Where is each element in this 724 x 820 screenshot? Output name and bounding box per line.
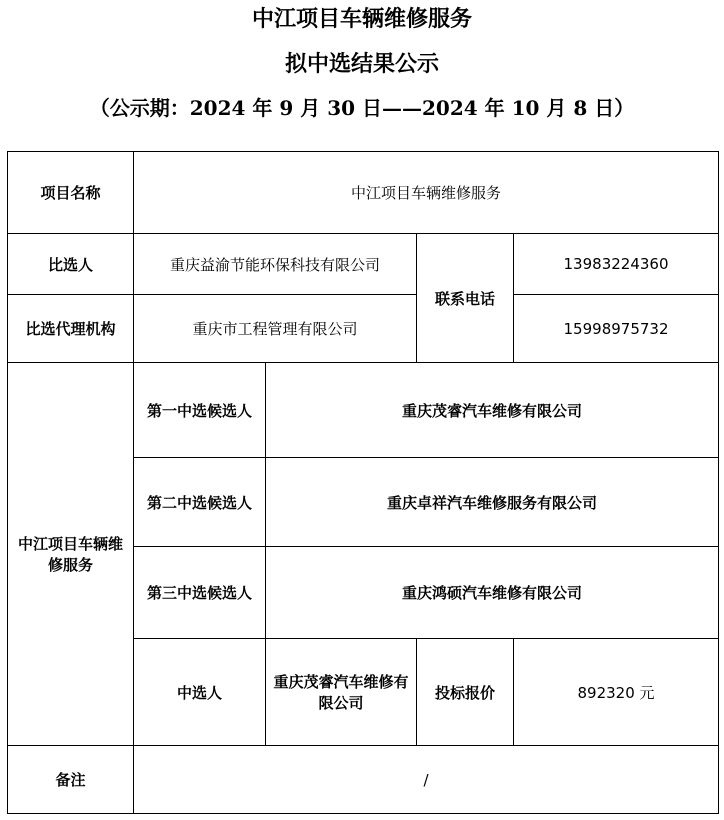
candidate-rank-label: 第一中选候选人 [134,363,266,458]
candidate-name: 重庆卓祥汽车维修服务有限公司 [266,458,719,547]
table-row [8,152,719,234]
candidate-name: 重庆茂睿汽车维修有限公司 [266,363,719,458]
notice-title: 中江项目车辆维修服务 [251,6,472,32]
notice-subtitle: 拟中选结果公示 [284,51,439,77]
candidate-rank-label: 第三中选候选人 [134,547,266,639]
section-label: 中江项目车辆维修服务 [8,363,134,746]
agency-value: 重庆市工程管理有限公司 [134,295,417,363]
table-row [8,295,719,363]
agency-label: 比选代理机构 [8,295,134,363]
bidder-label: 比选人 [8,234,134,295]
winner-label: 中选人 [134,639,266,746]
project-name-label: 项目名称 [8,152,134,234]
contact-phone-label: 联系电话 [417,234,514,363]
bid-price-label: 投标报价 [417,639,514,746]
table-row [8,746,719,814]
bidder-phone: 13983224360 [514,234,719,295]
table-row [8,234,719,295]
table-row [8,363,719,458]
bidder-value: 重庆益渝节能环保科技有限公司 [134,234,417,295]
winner-value: 重庆茂睿汽车维修有限公司 [266,639,417,746]
bid-price-value: 892320 元 [514,639,719,746]
result-table [7,151,719,814]
agency-phone: 15998975732 [514,295,719,363]
remark-value: / [134,746,719,814]
remark-label: 备注 [8,746,134,814]
candidate-rank-label: 第二中选候选人 [134,458,266,547]
project-name-value: 中江项目车辆维修服务 [134,152,719,234]
notice-period: （公示期：2024 年 9 月 30 日——2024 年 10 月 8 日） [89,96,635,120]
candidate-name: 重庆鸿硕汽车维修有限公司 [266,547,719,639]
